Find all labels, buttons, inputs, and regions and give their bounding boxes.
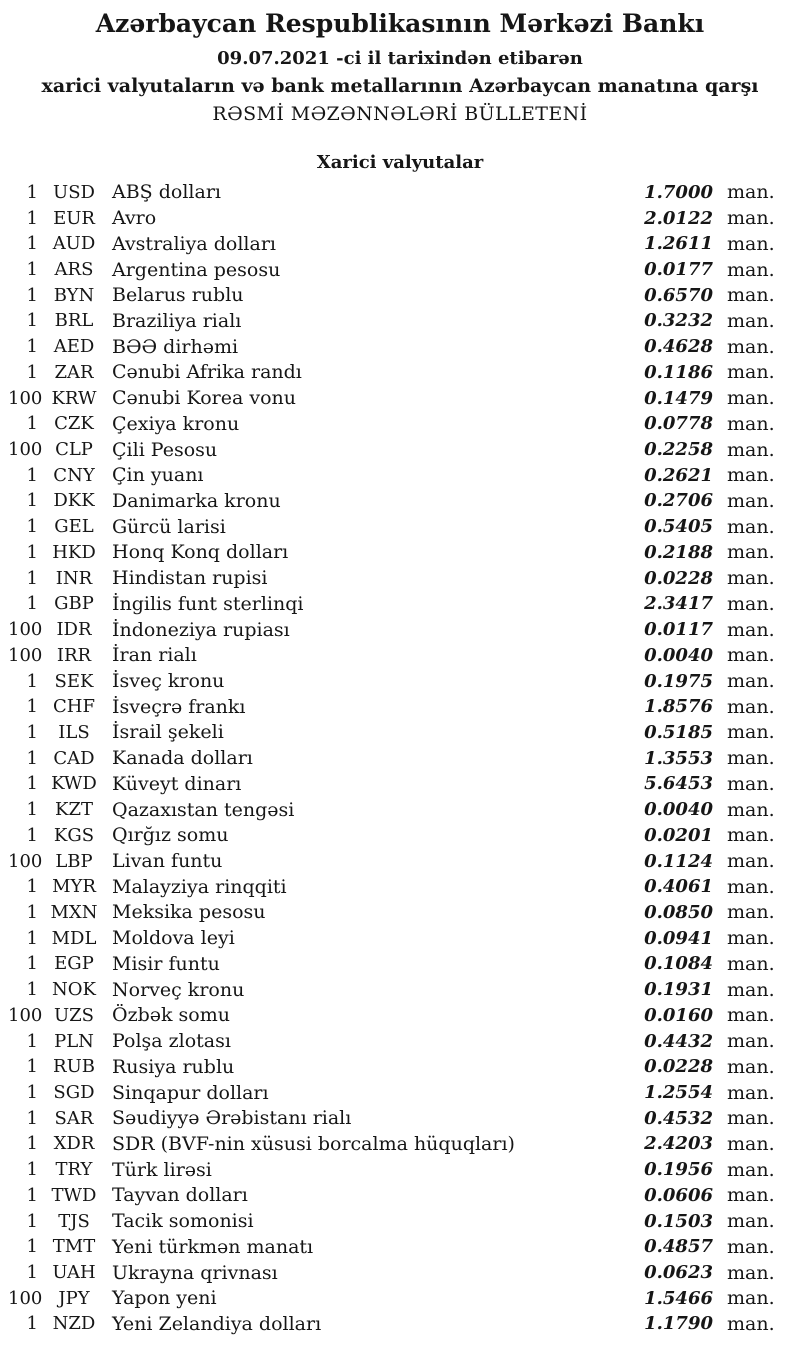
currency-code: CNY [53, 464, 95, 486]
currency-quantity: 1 [26, 747, 38, 769]
unit-label: man. [727, 618, 775, 641]
currency-quantity: 100 [8, 1287, 43, 1309]
currency-quantity: 1 [26, 284, 38, 306]
currency-code: BRL [54, 310, 94, 332]
currency-code: UZS [53, 1004, 94, 1026]
currency-code: CZK [54, 413, 94, 435]
rate-row [8, 1234, 773, 1260]
currency-quantity: 1 [26, 773, 38, 795]
currency-code: LBP [55, 850, 93, 872]
currency-name: Türk lirəsi [112, 1158, 212, 1181]
currency-quantity: 1 [26, 310, 38, 332]
currency-name: İngilis funt sterlinqi [112, 592, 304, 615]
rate-value: 0.4061 [644, 876, 713, 898]
currency-name: Yeni Zelandiya dolları [112, 1312, 322, 1335]
unit-label: man. [727, 824, 775, 847]
rate-value: 0.2188 [644, 541, 713, 563]
currency-quantity: 1 [26, 336, 38, 358]
currency-code: TMT [52, 1236, 96, 1258]
currency-name: Avro [112, 207, 157, 230]
unit-label: man. [727, 901, 775, 924]
rate-row [8, 1131, 773, 1157]
unit-label: man. [727, 541, 775, 564]
rate-value: 0.6570 [644, 284, 713, 306]
currency-quantity: 1 [26, 876, 38, 898]
currency-code: PLN [54, 1030, 94, 1052]
currency-code: SGD [53, 1082, 95, 1104]
rate-row [8, 617, 773, 643]
currency-name: Livan funtu [112, 850, 223, 873]
rate-row [8, 1183, 773, 1209]
currency-code: KGS [53, 824, 95, 846]
currency-quantity: 1 [26, 1133, 38, 1155]
rate-row [8, 771, 773, 797]
currency-name: Norveç kronu [112, 978, 245, 1001]
currency-quantity: 100 [8, 619, 43, 641]
rate-value: 0.0177 [644, 259, 713, 281]
currency-quantity: 1 [26, 696, 38, 718]
currency-name: Honq Konq dolları [112, 541, 289, 564]
rate-value: 0.0941 [644, 927, 713, 949]
rate-row [8, 951, 773, 977]
unit-label: man. [727, 258, 775, 281]
currency-name: İndoneziya rupiası [112, 618, 290, 641]
rate-value: 2.4203 [644, 1133, 713, 1155]
unit-label: man. [727, 335, 775, 358]
currency-code: EUR [53, 207, 95, 229]
currency-name: Cənubi Korea vonu [112, 387, 296, 410]
rate-row [8, 1260, 773, 1286]
unit-label: man. [727, 592, 775, 615]
rate-value: 0.1084 [644, 953, 713, 975]
currency-name: Belarus rublu [112, 284, 244, 307]
rate-value: 0.1479 [644, 387, 713, 409]
rate-row [8, 874, 773, 900]
rate-value: 0.2621 [644, 464, 713, 486]
currency-code: BYN [53, 284, 95, 306]
currency-code: RUB [53, 1056, 95, 1078]
currency-code: NOK [52, 979, 96, 1001]
rate-row [8, 308, 773, 334]
unit-label: man. [727, 747, 775, 770]
currency-quantity: 1 [26, 953, 38, 975]
unit-label: man. [727, 232, 775, 255]
currency-name: İsveç kronu [112, 670, 225, 693]
currency-quantity: 1 [26, 259, 38, 281]
unit-label: man. [727, 1287, 775, 1310]
rate-value: 0.1503 [644, 1210, 713, 1232]
unit-label: man. [727, 875, 775, 898]
currency-code: MDL [51, 927, 97, 949]
currency-quantity: 100 [8, 439, 43, 461]
rate-value: 1.3553 [644, 747, 713, 769]
bank-title: Azərbaycan Respublikasının Mərkəzi Bankı [95, 9, 705, 38]
currency-quantity: 1 [26, 1313, 38, 1335]
rate-value: 0.0778 [644, 413, 713, 435]
rate-row [8, 1157, 773, 1183]
currency-name: Qırğız somu [112, 824, 229, 847]
rate-row [8, 257, 773, 283]
rate-row [8, 514, 773, 540]
rate-value: 0.1975 [644, 670, 713, 692]
currency-quantity: 1 [26, 1107, 38, 1129]
rate-row [8, 462, 773, 488]
unit-label: man. [727, 1184, 775, 1207]
rate-row [8, 822, 773, 848]
currency-code: MYR [52, 876, 96, 898]
currency-code: INR [55, 567, 93, 589]
rate-row [8, 591, 773, 617]
currency-code: KZT [55, 799, 93, 821]
rate-row [8, 205, 773, 231]
currency-quantity: 1 [26, 207, 38, 229]
currency-code: UAH [52, 1262, 96, 1284]
unit-label: man. [727, 1030, 775, 1053]
unit-label: man. [727, 927, 775, 950]
currency-name: Çexiya kronu [112, 412, 240, 435]
unit-label: man. [727, 464, 775, 487]
rate-value: 1.2611 [644, 233, 713, 255]
currency-name: Tayvan dolları [112, 1184, 248, 1207]
unit-label: man. [727, 850, 775, 873]
currency-quantity: 1 [26, 413, 38, 435]
currency-name: Küveyt dinarı [112, 772, 242, 795]
rate-row [8, 231, 773, 257]
rate-row [8, 1028, 773, 1054]
rate-row [8, 977, 773, 1003]
rate-value: 0.4628 [644, 336, 713, 358]
unit-label: man. [727, 361, 775, 384]
rate-value: 0.1124 [644, 850, 713, 872]
rate-value: 1.5466 [644, 1287, 713, 1309]
rate-value: 0.4857 [644, 1236, 713, 1258]
currency-quantity: 1 [26, 361, 38, 383]
unit-label: man. [727, 670, 775, 693]
rate-value: 0.4432 [644, 1030, 713, 1052]
rate-row [8, 437, 773, 463]
currency-name: BƏƏ dirhəmi [112, 335, 239, 358]
currency-name: İsrail şekeli [112, 721, 224, 744]
currency-name: Səudiyyə Ərəbistanı rialı [112, 1107, 352, 1130]
currency-quantity: 1 [26, 490, 38, 512]
section-title-foreign-currencies: Xarici valyutalar [316, 151, 484, 173]
currency-code: CHF [53, 696, 95, 718]
unit-label: man. [727, 181, 775, 204]
unit-label: man. [727, 1261, 775, 1284]
unit-label: man. [727, 1158, 775, 1181]
currency-quantity: 1 [26, 799, 38, 821]
currency-quantity: 100 [8, 1004, 43, 1026]
currency-name: Avstraliya dolları [112, 232, 276, 255]
currency-quantity: 100 [8, 850, 43, 872]
rate-row [8, 1003, 773, 1029]
currency-name: Sinqapur dolları [112, 1081, 269, 1104]
currency-name: Moldova leyi [112, 927, 235, 950]
rate-value: 0.0606 [644, 1184, 713, 1206]
currency-name: Polşa zlotası [112, 1030, 231, 1053]
currency-code: ILS [58, 721, 90, 743]
currency-name: Gürcü larisi [112, 515, 226, 538]
currency-name: SDR (BVF-nin xüsusi borcalma hüquqları) [112, 1132, 515, 1155]
rate-row [8, 1208, 773, 1234]
currency-quantity: 1 [26, 1210, 38, 1232]
currency-code: ARS [54, 259, 94, 281]
currency-quantity: 1 [26, 1262, 38, 1284]
rate-row [8, 797, 773, 823]
currency-code: SEK [54, 670, 94, 692]
rate-row [8, 180, 773, 206]
unit-label: man. [727, 952, 775, 975]
rate-row [8, 668, 773, 694]
currency-name: Malayziya rinqqiti [112, 875, 287, 898]
currency-code: MXN [50, 901, 98, 923]
unit-label: man. [727, 695, 775, 718]
currency-name: Rusiya rublu [112, 1055, 235, 1078]
rate-row [8, 488, 773, 514]
rate-value: 0.5185 [644, 721, 713, 743]
rate-row [8, 1311, 773, 1337]
unit-label: man. [727, 644, 775, 667]
rate-row [8, 1285, 773, 1311]
rate-value: 0.0040 [644, 799, 713, 821]
currency-quantity: 1 [26, 1184, 38, 1206]
rate-value: 1.7000 [644, 181, 713, 203]
currency-name: Danimarka kronu [112, 489, 281, 512]
currency-code: CAD [53, 747, 95, 769]
currency-name: Braziliya rialı [112, 309, 242, 332]
currency-name: İsveçrə frankı [112, 695, 246, 718]
rate-value: 0.0228 [644, 567, 713, 589]
currency-name: Çin yuanı [112, 464, 204, 487]
currency-code: HKD [52, 541, 96, 563]
rate-row [8, 1054, 773, 1080]
currency-quantity: 1 [26, 464, 38, 486]
unit-label: man. [727, 772, 775, 795]
rate-row [8, 745, 773, 771]
unit-label: man. [727, 1235, 775, 1258]
rate-value: 5.6453 [644, 773, 713, 795]
unit-label: man. [727, 1081, 775, 1104]
currency-quantity: 100 [8, 387, 43, 409]
currency-code: TRY [55, 1159, 93, 1181]
unit-label: man. [727, 515, 775, 538]
rate-row [8, 1080, 773, 1106]
currency-name: Yeni türkmən manatı [112, 1235, 314, 1258]
currency-code: XDR [53, 1133, 95, 1155]
rate-value: 0.2258 [644, 439, 713, 461]
currency-code: TJS [58, 1210, 90, 1232]
currency-name: Yapon yeni [112, 1287, 217, 1310]
currency-quantity: 1 [26, 979, 38, 1001]
unit-label: man. [727, 309, 775, 332]
rate-row [8, 385, 773, 411]
currency-name: Misir funtu [112, 952, 220, 975]
rate-value: 0.0228 [644, 1056, 713, 1078]
rate-row [8, 282, 773, 308]
unit-label: man. [727, 387, 775, 410]
rate-row [8, 540, 773, 566]
rate-value: 0.3232 [644, 310, 713, 332]
rate-value: 0.1931 [644, 979, 713, 1001]
rate-row [8, 848, 773, 874]
currency-name: Argentina pesosu [112, 258, 281, 281]
currency-code: DKK [53, 490, 95, 512]
currency-name: Hindistan rupisi [112, 567, 268, 590]
currency-code: GEL [54, 516, 94, 538]
rate-row [8, 900, 773, 926]
rate-value: 0.0850 [644, 901, 713, 923]
bulletin-title-line: RƏSMİ MƏZƏNNƏLƏRİ BÜLLETENİ [212, 102, 588, 125]
bulletin-header [0, 0, 800, 125]
currency-code: JPY [58, 1287, 90, 1309]
rate-value: 0.0201 [644, 824, 713, 846]
rate-value: 0.0623 [644, 1262, 713, 1284]
currency-name: ABŞ dolları [112, 181, 221, 204]
subject-line: xarici valyutaların və bank metallarının Azərbaycan manatına qarşı [41, 74, 759, 97]
rate-row [8, 334, 773, 360]
unit-label: man. [727, 412, 775, 435]
currency-quantity: 1 [26, 927, 38, 949]
unit-label: man. [727, 1210, 775, 1233]
currency-code: AED [53, 336, 95, 358]
currency-quantity: 1 [26, 181, 38, 203]
currency-name: Çili Pesosu [112, 438, 218, 461]
rate-row [8, 411, 773, 437]
rate-row [8, 1105, 773, 1131]
unit-label: man. [727, 798, 775, 821]
rate-value: 2.3417 [644, 593, 713, 615]
currency-quantity: 1 [26, 721, 38, 743]
unit-label: man. [727, 489, 775, 512]
unit-label: man. [727, 1004, 775, 1027]
unit-label: man. [727, 438, 775, 461]
effective-date-line: 09.07.2021 -ci il tarixindən etibarən [217, 47, 583, 69]
rate-value: 0.0160 [644, 1004, 713, 1026]
rates-table [0, 180, 800, 1337]
currency-quantity: 1 [26, 233, 38, 255]
currency-code: AUD [52, 233, 96, 255]
currency-code: KRW [51, 387, 97, 409]
currency-code: ZAR [54, 361, 94, 383]
rate-value: 0.1186 [644, 361, 713, 383]
currency-quantity: 1 [26, 593, 38, 615]
currency-quantity: 1 [26, 516, 38, 538]
rate-value: 0.1956 [644, 1159, 713, 1181]
currency-quantity: 1 [26, 1082, 38, 1104]
unit-label: man. [727, 978, 775, 1001]
rate-row [8, 720, 773, 746]
rate-value: 1.1790 [644, 1313, 713, 1335]
currency-code: TWD [51, 1184, 97, 1206]
currency-name: Özbək somu [112, 1004, 230, 1027]
currency-code: GBP [54, 593, 94, 615]
unit-label: man. [727, 284, 775, 307]
rate-value: 1.2554 [644, 1082, 713, 1104]
currency-code: KWD [51, 773, 97, 795]
rate-value: 1.8576 [644, 696, 713, 718]
unit-label: man. [727, 207, 775, 230]
currency-code: NZD [52, 1313, 96, 1335]
currency-name: İran rialı [112, 644, 197, 667]
unit-label: man. [727, 1107, 775, 1130]
rate-value: 0.0117 [644, 619, 713, 641]
currency-quantity: 1 [26, 567, 38, 589]
currency-code: IDR [56, 619, 92, 641]
currency-quantity: 1 [26, 1159, 38, 1181]
rate-value: 0.4532 [644, 1107, 713, 1129]
currency-quantity: 1 [26, 901, 38, 923]
rate-row [8, 360, 773, 386]
rate-row [8, 694, 773, 720]
currency-quantity: 1 [26, 824, 38, 846]
rate-value: 0.5405 [644, 516, 713, 538]
currency-name: Kanada dolları [112, 747, 253, 770]
unit-label: man. [727, 1312, 775, 1335]
currency-quantity: 100 [8, 644, 43, 666]
currency-name: Cənubi Afrika randı [112, 361, 302, 384]
rate-row [8, 565, 773, 591]
currency-quantity: 1 [26, 1030, 38, 1052]
currency-quantity: 1 [26, 1056, 38, 1078]
currency-name: Qazaxıstan tengəsi [112, 798, 295, 821]
currency-code: CLP [55, 439, 93, 461]
currency-code: EGP [54, 953, 94, 975]
unit-label: man. [727, 721, 775, 744]
currency-code: IRR [56, 644, 92, 666]
rate-row [8, 925, 773, 951]
unit-label: man. [727, 567, 775, 590]
currency-name: Meksika pesosu [112, 901, 266, 924]
currency-code: USD [53, 181, 95, 203]
currency-name: Ukrayna qrivnası [112, 1261, 278, 1284]
unit-label: man. [727, 1055, 775, 1078]
rate-value: 2.0122 [644, 207, 713, 229]
rate-value: 0.0040 [644, 644, 713, 666]
currency-name: Tacik somonisi [112, 1210, 254, 1233]
currency-code: SAR [54, 1107, 94, 1129]
currency-quantity: 1 [26, 670, 38, 692]
currency-quantity: 1 [26, 541, 38, 563]
unit-label: man. [727, 1132, 775, 1155]
rate-row [8, 642, 773, 668]
rate-value: 0.2706 [644, 490, 713, 512]
currency-quantity: 1 [26, 1236, 38, 1258]
